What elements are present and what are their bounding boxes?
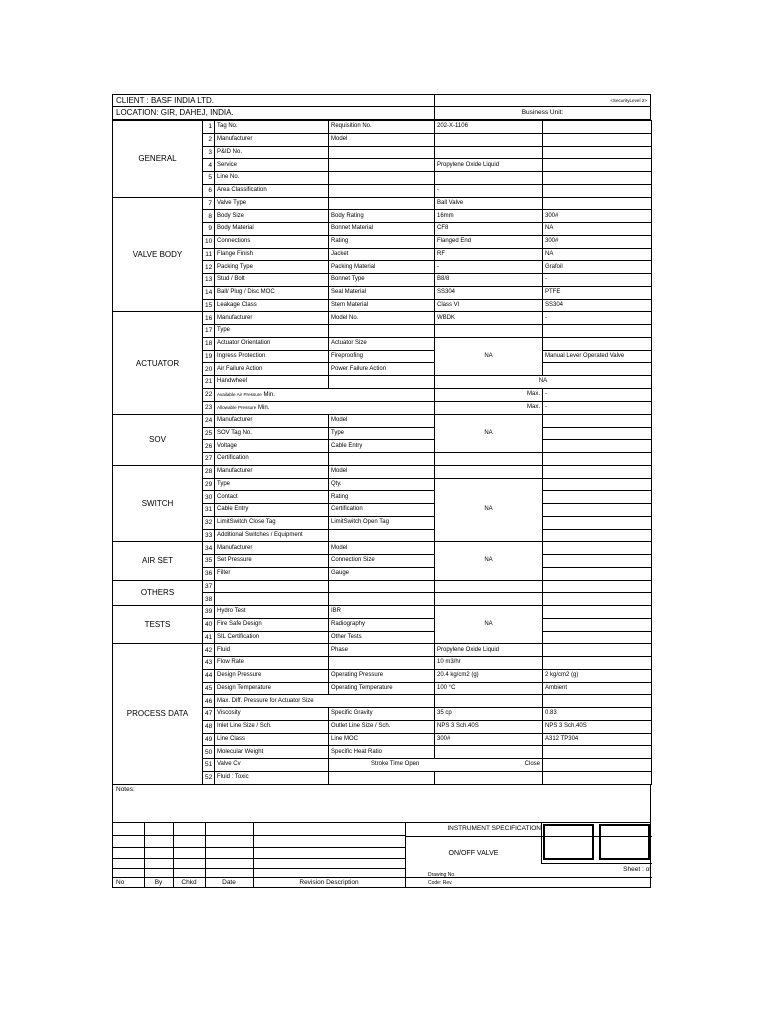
row-number: 25 (203, 427, 215, 440)
field-label: Qty. (329, 478, 435, 491)
field-label: Model (329, 414, 435, 427)
value-cell-merged: NA (435, 606, 543, 644)
field-label: Bonnet Type (329, 274, 435, 287)
spec-row (113, 580, 652, 593)
field-label: Other Tests (329, 631, 435, 644)
field-label: Ball/ Plug / Disc MOC (215, 286, 329, 299)
field-label: Area Classification (215, 184, 329, 197)
stroke-time-cell (329, 759, 543, 772)
location-cell (112, 106, 435, 120)
field-label: Packing Material (329, 261, 435, 274)
row-number: 14 (203, 286, 215, 299)
field-label: Contact (215, 491, 329, 504)
section-sov: SOV (113, 414, 203, 465)
field-label (329, 593, 435, 606)
field-label: Stud / Bolt (215, 274, 329, 287)
row-number: 2 (203, 133, 215, 146)
spec-row (113, 197, 652, 210)
value-cell (543, 121, 652, 134)
row-number: 46 (203, 695, 215, 708)
field-label: Design Temperature (215, 682, 329, 695)
value-cell (543, 465, 652, 478)
field-label: Packing Type (215, 261, 329, 274)
row-number: 13 (203, 274, 215, 287)
field-label (329, 376, 435, 389)
spec-row (113, 121, 652, 134)
value-cell (543, 644, 652, 657)
row-number: 18 (203, 337, 215, 350)
field-label: LimitSwitch Open Tag (329, 516, 435, 529)
field-label: Valve Cv (215, 759, 329, 772)
value-cell: Grafoil (543, 261, 652, 274)
row-number: 12 (203, 261, 215, 274)
value-cell: 2 kg/cm2 (g) (543, 669, 652, 682)
field-label: Molecular Weight (215, 746, 329, 759)
row-number: 49 (203, 733, 215, 746)
value-cell (543, 427, 652, 440)
value-cell (543, 580, 652, 593)
value-cell: WBDK (435, 312, 543, 325)
value-cell (543, 414, 652, 427)
field-label: Connections (215, 235, 329, 248)
value-cell: 20.4 kg/cm2 (g) (435, 669, 543, 682)
field-label: Model (329, 465, 435, 478)
field-label: Power Failure Action (329, 363, 435, 376)
field-label: Flow Rate (215, 657, 329, 670)
field-label: Gauge (329, 567, 435, 580)
business-unit-cell (434, 106, 651, 120)
value-cell (435, 453, 543, 466)
value-cell (543, 325, 652, 338)
field-label: Viscosity (215, 708, 329, 721)
revision-block (112, 823, 651, 888)
max-label: Max. (435, 401, 543, 414)
field-label: Set Pressure (215, 555, 329, 568)
field-label (329, 529, 435, 542)
value-cell-merged: NA (435, 414, 543, 452)
row-number: 20 (203, 363, 215, 376)
field-label: Radiography (329, 618, 435, 631)
field-label: Hydro Test (215, 606, 329, 619)
drawing-no-label: Drawing No. (428, 871, 456, 878)
field-label: Line Class (215, 733, 329, 746)
field-label: Fluid : Toxic (215, 771, 329, 784)
value-cell: 0.83 (543, 708, 652, 721)
value-cell: - (543, 274, 652, 287)
spec-title: INSTRUMENT SPECIFICATION (447, 824, 541, 832)
spec-table-body (113, 121, 652, 785)
value-cell (543, 542, 652, 555)
row-number: 50 (203, 746, 215, 759)
row-number: 21 (203, 376, 215, 389)
spec-row (113, 312, 652, 325)
row-number: 10 (203, 235, 215, 248)
field-label: Cable Entry (329, 440, 435, 453)
field-label: Service (215, 159, 329, 172)
pressure-label (215, 388, 435, 401)
rev-col-no: No (116, 878, 125, 886)
field-label: Certification (215, 453, 329, 466)
field-label (329, 453, 435, 466)
row-number: 36 (203, 567, 215, 580)
value-cell (543, 197, 652, 210)
field-label (329, 771, 435, 784)
field-label: Bonnet Material (329, 223, 435, 236)
row-number: 15 (203, 299, 215, 312)
row-number: 47 (203, 708, 215, 721)
field-label: Cable Entry (215, 504, 329, 517)
row-number: 24 (203, 414, 215, 427)
value-cell (435, 593, 543, 606)
field-label: Seal Material (329, 286, 435, 299)
field-label: Flange Finish (215, 248, 329, 261)
value-cell: SS304 (543, 299, 652, 312)
field-label: Manufacturer (215, 542, 329, 555)
pressure-caption: Available Air Pressure (217, 391, 262, 397)
value-cell: 100 °C (435, 682, 543, 695)
value-cell: Propylene Oxide Liquid (435, 644, 543, 657)
field-label: Type (215, 478, 329, 491)
value-cell: Flanged End (435, 235, 543, 248)
row-number: 7 (203, 197, 215, 210)
value-cell (435, 771, 543, 784)
field-label: Specific Heat Ratio (329, 746, 435, 759)
rev-col-chkd: Chkd (181, 878, 197, 886)
field-label: Inlet Line Size / Sch. (215, 720, 329, 733)
value-cell (435, 465, 543, 478)
value-cell: Ambient (543, 682, 652, 695)
field-label: Manufacturer (215, 414, 329, 427)
spec-table (112, 120, 652, 785)
row-number: 31 (203, 504, 215, 517)
field-label: Model No. (329, 312, 435, 325)
field-label (329, 159, 435, 172)
section-process-data: PROCESS DATA (113, 644, 203, 784)
value-cell (435, 146, 543, 159)
field-label: SOV Tag No. (215, 427, 329, 440)
value-cell: 10 m3/hr (435, 657, 543, 670)
value-cell: NPS 3 Sch.40S (543, 720, 652, 733)
value-cell: Propylene Oxide Liquid (435, 159, 543, 172)
value-cell (543, 746, 652, 759)
value-cell-merged: NA (435, 542, 543, 580)
row-number: 1 (203, 121, 215, 134)
row-number: 39 (203, 606, 215, 619)
value-cell: NA (543, 248, 652, 261)
field-label: Actuator Orientation (215, 337, 329, 350)
field-label: Line No. (215, 172, 329, 185)
value-cell (543, 759, 652, 772)
value-cell (543, 440, 652, 453)
value-cell (435, 172, 543, 185)
value-cell: Manual Lever Operated Valve (543, 350, 652, 363)
datasheet (112, 94, 651, 888)
max-label: Max. (435, 388, 543, 401)
field-label: Actuator Size (329, 337, 435, 350)
row-number: 4 (203, 159, 215, 172)
field-label: Body Material (215, 223, 329, 236)
field-label: Manufacturer (215, 465, 329, 478)
stroke-close-label: Close (524, 761, 540, 768)
section-tests: TESTS (113, 606, 203, 644)
value-cell: 300# (543, 235, 652, 248)
row-number: 34 (203, 542, 215, 555)
min-label: Min. (263, 391, 275, 398)
field-label: Manufacturer (215, 312, 329, 325)
value-cell (543, 555, 652, 568)
field-label: Operating Pressure (329, 669, 435, 682)
row-number: 40 (203, 618, 215, 631)
value-cell: 35 cp (435, 708, 543, 721)
value-cell: PTFE (543, 286, 652, 299)
field-label (329, 325, 435, 338)
value-cell: 300# (435, 733, 543, 746)
spec-row (113, 465, 652, 478)
spec-row (113, 606, 652, 619)
business-unit-text: Business Unit: (521, 109, 564, 116)
min-label: Min. (258, 404, 270, 411)
section-air-set: AIR SET (113, 542, 203, 580)
field-label (215, 593, 329, 606)
row-number: 43 (203, 657, 215, 670)
value-cell-merged: NA (435, 478, 543, 542)
field-label: Stem Material (329, 299, 435, 312)
row-number: 33 (203, 529, 215, 542)
value-cell: NPS 3 Sch.40S (435, 720, 543, 733)
field-label (329, 146, 435, 159)
field-label: Fire Safe Design (215, 618, 329, 631)
field-label: Phase (329, 644, 435, 657)
value-cell (435, 580, 543, 593)
row-number: 29 (203, 478, 215, 491)
stroke-open-label: Stroke Time Open (371, 761, 420, 768)
row-number: 8 (203, 210, 215, 223)
value-cell (543, 159, 652, 172)
row-number: 30 (203, 491, 215, 504)
field-label: Body Size (215, 210, 329, 223)
value-cell (435, 746, 543, 759)
row-number: 52 (203, 771, 215, 784)
field-label: LimitSwitch Close Tag (215, 516, 329, 529)
spec-row (113, 414, 652, 427)
value-cell: 300# (543, 210, 652, 223)
value-cell: CF8 (435, 223, 543, 236)
value-cell: - (543, 388, 652, 401)
value-cell (543, 618, 652, 631)
field-label: Additional Switches / Equipment (215, 529, 329, 542)
value-cell: NA (435, 376, 652, 389)
row-number: 48 (203, 720, 215, 733)
rev-col-description: Revision Description (299, 878, 359, 886)
value-cell: RF (435, 248, 543, 261)
row-number: 37 (203, 580, 215, 593)
rev-col-date: Date (222, 878, 236, 886)
field-label: Specific Gravity (329, 708, 435, 721)
row-number: 5 (203, 172, 215, 185)
field-label: Design Pressure (215, 669, 329, 682)
field-label: Operating Temperature (329, 682, 435, 695)
row-number: 6 (203, 184, 215, 197)
value-cell (543, 657, 652, 670)
sheet-header (112, 94, 651, 120)
field-label: Outlet Line Size / Sch. (329, 720, 435, 733)
row-number: 32 (203, 516, 215, 529)
spec-subtitle: ON/OFF VALVE (448, 849, 499, 857)
row-number: 35 (203, 555, 215, 568)
field-label: Line MOC (329, 733, 435, 746)
row-number: 45 (203, 682, 215, 695)
row-number: 17 (203, 325, 215, 338)
field-label: Certification (329, 504, 435, 517)
notes-label: Notes: (116, 785, 135, 793)
pressure-caption: Allowable Pressure (217, 404, 257, 410)
field-label: Jacket (329, 248, 435, 261)
value-cell (543, 593, 652, 606)
sheet-number: Sheet : of (623, 865, 651, 873)
field-label: Connection Size (329, 555, 435, 568)
section-valve-body: VALVE BODY (113, 197, 203, 312)
field-label (215, 580, 329, 593)
row-number: 51 (203, 759, 215, 772)
value-cell (543, 771, 652, 784)
value-cell (543, 567, 652, 580)
field-label (329, 172, 435, 185)
field-label (329, 184, 435, 197)
section-general: GENERAL (113, 121, 203, 198)
code-rev-label: Code: Rev. (428, 879, 453, 886)
value-cell (435, 133, 543, 146)
field-label: Air Failure Action (215, 363, 329, 376)
field-label: Type (329, 427, 435, 440)
field-label (329, 657, 435, 670)
value-cell (543, 172, 652, 185)
value-cell: NA (543, 223, 652, 236)
value-cell: Class VI (435, 299, 543, 312)
spec-row (113, 542, 652, 555)
field-label: Max. Diff. Pressure for Actuator Size (215, 695, 435, 708)
field-label: IBR (329, 606, 435, 619)
row-number: 22 (203, 388, 215, 401)
value-cell: SS304 (435, 286, 543, 299)
value-cell (435, 695, 543, 708)
section-others: OTHERS (113, 580, 203, 606)
field-label (329, 580, 435, 593)
row-number: 26 (203, 440, 215, 453)
value-cell: B8/8 (435, 274, 543, 287)
field-label: Model (329, 133, 435, 146)
field-label: Model (329, 542, 435, 555)
row-number: 42 (203, 644, 215, 657)
field-label (329, 197, 435, 210)
row-number: 9 (203, 223, 215, 236)
field-label: P&ID No. (215, 146, 329, 159)
field-label: Rating (329, 235, 435, 248)
row-number: 3 (203, 146, 215, 159)
row-number: 16 (203, 312, 215, 325)
field-label: Requisition No. (329, 121, 435, 134)
value-cell: A312 TP304 (543, 733, 652, 746)
field-label: Leakage Class (215, 299, 329, 312)
row-number: 44 (203, 669, 215, 682)
value-cell (543, 453, 652, 466)
value-cell (543, 363, 652, 376)
value-cell (543, 491, 652, 504)
section-switch: SWITCH (113, 465, 203, 542)
field-label: Handwheel (215, 376, 329, 389)
row-number: 19 (203, 350, 215, 363)
field-label: Fluid (215, 644, 329, 657)
field-label: Body Rating (329, 210, 435, 223)
spec-row (113, 644, 652, 657)
logo-box-right (599, 824, 650, 860)
field-label: Voltage (215, 440, 329, 453)
value-cell (543, 184, 652, 197)
client-text: CLIENT : BASF INDIA LTD. (116, 96, 214, 105)
row-number: 28 (203, 465, 215, 478)
value-cell: - (543, 312, 652, 325)
value-cell (543, 504, 652, 517)
value-cell (543, 631, 652, 644)
field-label: Filter (215, 567, 329, 580)
logo-box-left (543, 824, 594, 860)
value-cell (543, 337, 652, 350)
value-cell: - (435, 261, 543, 274)
row-number: 23 (203, 401, 215, 414)
row-number: 38 (203, 593, 215, 606)
value-cell: - (543, 401, 652, 414)
value-cell: - (435, 184, 543, 197)
value-cell (543, 146, 652, 159)
row-number: 41 (203, 631, 215, 644)
field-label: Rating (329, 491, 435, 504)
value-cell: 16mm (435, 210, 543, 223)
rev-col-by: By (154, 878, 163, 886)
security-level-text: <SecurityLevel 2> (610, 98, 647, 103)
field-label: Valve Type (215, 197, 329, 210)
value-cell (543, 516, 652, 529)
notes-area (112, 785, 651, 823)
value-cell (543, 529, 652, 542)
section-actuator: ACTUATOR (113, 312, 203, 415)
row-number: 11 (203, 248, 215, 261)
row-number: 27 (203, 453, 215, 466)
field-label: Fireproofing (329, 350, 435, 363)
value-cell (543, 478, 652, 491)
value-cell (543, 133, 652, 146)
value-cell: 202-X-1106 (435, 121, 543, 134)
field-label: Ingress Protection (215, 350, 329, 363)
field-label: Type (215, 325, 329, 338)
field-label: Tag No. (215, 121, 329, 134)
value-cell (435, 325, 543, 338)
field-label: SIL Certification (215, 631, 329, 644)
value-cell-merged: NA (435, 337, 543, 375)
location-text: LOCATION: GIR, DAHEJ, INDIA. (116, 108, 234, 117)
value-cell (543, 606, 652, 619)
field-label: Manufacturer (215, 133, 329, 146)
pressure-label (215, 401, 435, 414)
value-cell (543, 695, 652, 708)
value-cell: Ball Valve (435, 197, 543, 210)
